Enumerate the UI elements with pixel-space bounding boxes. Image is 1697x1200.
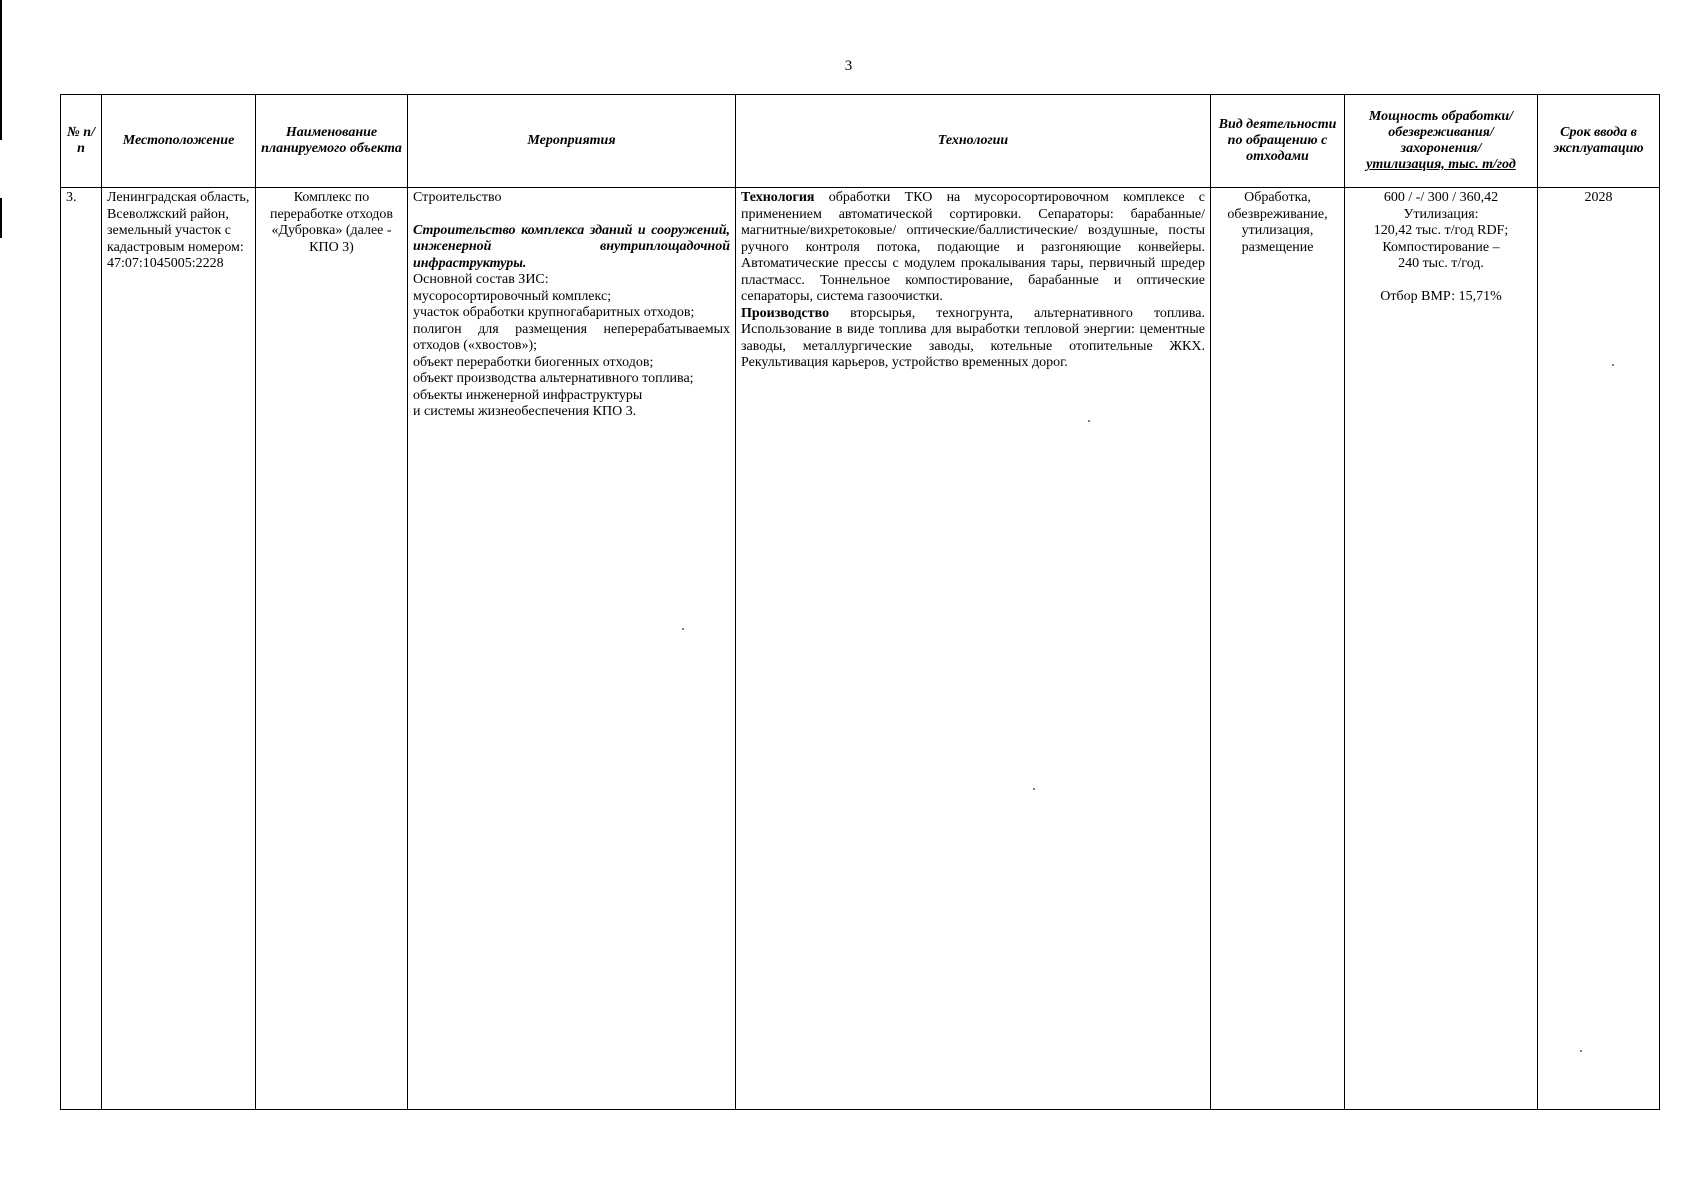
header-capacity-text: Мощность обработки/ обезвреживания/ захоронения/ (1368, 109, 1514, 156)
header-term: Срок ввода в эксплуатацию (1538, 95, 1660, 188)
header-location: Местоположение (102, 95, 256, 188)
header-activity: Вид деятельности по обращению с отходами (1211, 95, 1345, 188)
technologies-paragraph-2 (741, 306, 1205, 372)
cell-term: 2028 (1538, 188, 1660, 1110)
header-object-name: Наименование планируемого объекта (256, 95, 408, 188)
measures-construction: Строительство комплекса зданий и сооружений, инженерной внутриплощадочной инфраструктуры. (413, 222, 730, 271)
cell-measures (408, 188, 736, 1110)
scan-speck (1612, 364, 1614, 366)
header-num: № п/п (61, 95, 102, 188)
cell-technologies (736, 188, 1211, 1110)
technologies-term-1: Технология (741, 190, 815, 205)
scan-speck (1580, 1050, 1582, 1052)
cell-object-name: Комплекс по переработке отходов «Дубровка» (далее - КПО 3) (256, 188, 408, 1110)
header-capacity (1345, 95, 1538, 188)
capacity-composting-label: Компостирование – (1382, 239, 1500, 255)
capacity-rdf: 120,42 тыс. т/год RDF; (1373, 223, 1509, 238)
measures-item: объект производства альтернативного топлива; (413, 371, 694, 386)
capacity-values: 600 / -/ 300 / 360,42 (1383, 190, 1499, 205)
table-header-row (61, 95, 1660, 188)
scan-edge-mark (0, 198, 2, 238)
header-technologies: Технологии (736, 95, 1211, 188)
measures-item: и системы жизнеобеспечения КПО 3. (413, 404, 637, 419)
technologies-text-2: вторсырья, техногрунта, альтернативного топлива. Использование в виде топлива для выработки тепловой энергии: цементные заводы, металлургические заводы, котельные отопительные ЖКХ. Рекультивация карьеров, устройство временных дорог. (741, 305, 1205, 370)
cell-location: Ленинградская область, Всеволжский район, земельный участок с кадастровым номером: 47:07:1045005:2228 (102, 188, 256, 1110)
capacity-utilization-label: Утилизация: (1403, 206, 1479, 222)
measures-composition-title: Основной состав ЗИС: (413, 272, 549, 287)
capacity-composting-value: 240 тыс. т/год. (1398, 256, 1484, 271)
technologies-paragraph-1 (741, 190, 1205, 306)
scan-speck (682, 628, 684, 630)
table-row (61, 188, 1660, 1110)
page-number: 3 (844, 58, 853, 74)
measures-item: объект переработки биогенных отходов; (413, 354, 654, 370)
header-measures: Мероприятия (408, 95, 736, 188)
cell-num: 3. (61, 188, 102, 1110)
measures-item: объекты инженерной инфраструктуры (413, 387, 643, 403)
scan-speck (1088, 420, 1090, 422)
waste-facility-table (60, 94, 1660, 1110)
measures-item: мусоросортировочный комплекс; (413, 288, 612, 304)
header-capacity-unit: утилизация, тыс. т/год (1366, 157, 1516, 172)
measures-item: участок обработки крупногабаритных отходов; (413, 305, 695, 320)
measures-heading: Строительство (413, 190, 502, 205)
technologies-term-2: Производство (741, 305, 830, 321)
capacity-recyclables: Отбор ВМР: 15,71% (1380, 288, 1502, 304)
measures-item: полигон для размещения неперерабатываемых отходов («хвостов»); (413, 321, 730, 353)
scan-speck (1033, 788, 1035, 790)
technologies-text-1: обработки ТКО на мусоросортировочном комплексе с применением автоматической сортировки. Сепараторы: барабанные/магнитные/вихретоковые/ оптические/баллистические/ воздушные, посты ручного контроля потока, подающие и разгоняющие конвейеры. Автоматические прессы с модулем прокалывания тары, первичный шредер пластмасс. Тоннельное компостирование, барабанные и оптические сепараторы, система газоочистки. (741, 190, 1205, 304)
cell-capacity (1345, 188, 1538, 1110)
cell-activity: Обработка, обезвреживание, утилизация, размещение (1211, 188, 1345, 1110)
